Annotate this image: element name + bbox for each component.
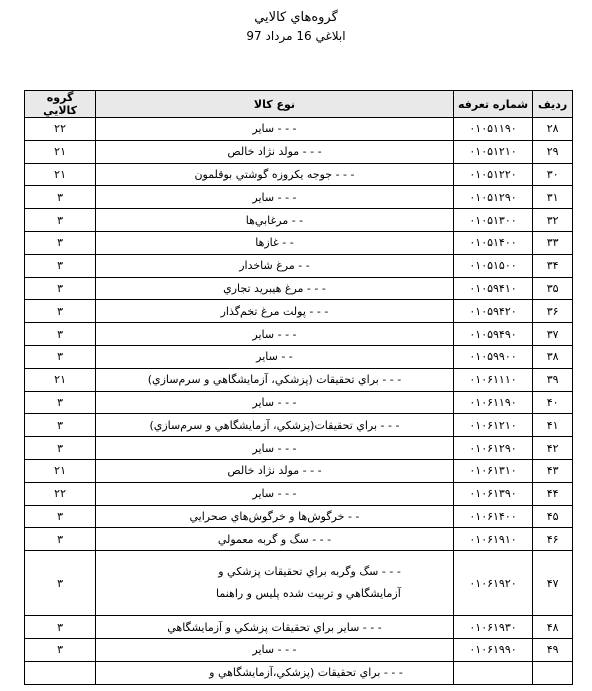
row-code: ۰۱۰۵۱۳۰۰	[453, 209, 532, 232]
row-code: ۰۱۰۶۱۲۱۰	[453, 414, 532, 437]
row-group: ۲۲	[25, 482, 96, 505]
row-group: ۳	[25, 300, 96, 323]
row-group: ۳	[25, 505, 96, 528]
table-row	[25, 118, 573, 141]
row-radif: ۳۸	[533, 345, 573, 368]
column-header-name: نوع كالا	[96, 91, 454, 118]
row-code: ۰۱۰۵۱۲۱۰	[453, 140, 532, 163]
row-group: ۳	[25, 551, 96, 616]
row-group: ۳	[25, 437, 96, 460]
table-row	[25, 231, 573, 254]
row-code: ۰۱۰۶۱۹۳۰	[453, 616, 532, 639]
row-name: - - - ساير	[96, 391, 454, 414]
row-name: - - - براي تحقيقات (پزشكي، آزمايشگاهي و سرم‌سازي)	[96, 368, 454, 391]
row-name: - - مرغ شاخدار	[96, 254, 454, 277]
row-radif: ۳۴	[533, 254, 573, 277]
table-row	[25, 186, 573, 209]
row-group: ۳	[25, 323, 96, 346]
row-radif: ۴۲	[533, 437, 573, 460]
row-name-line1: - - - سگ وگربه براي تحقيقات پزشكي و	[218, 565, 401, 579]
row-radif: ۴۱	[533, 414, 573, 437]
column-header-group: گروه كالايي	[25, 91, 96, 118]
table-row	[25, 391, 573, 414]
row-group: ۳	[25, 277, 96, 300]
row-name: - - - ساير براي تحقيقات پزشكي و آزمايشگاهي	[96, 616, 454, 639]
row-code: ۰۱۰۶۱۱۱۰	[453, 368, 532, 391]
row-code: ۰۱۰۶۱۴۰۰	[453, 505, 532, 528]
row-group: ۳	[25, 254, 96, 277]
row-group: ۳	[25, 231, 96, 254]
row-group: ۳	[25, 186, 96, 209]
table-row	[25, 209, 573, 232]
row-name: - - - جوجه يكروزه گوشتي بوقلمون	[96, 163, 454, 186]
row-code: ۰۱۰۶۱۹۲۰	[453, 551, 532, 616]
table-row	[25, 616, 573, 639]
row-radif: ۴۶	[533, 528, 573, 551]
table-row	[25, 528, 573, 551]
row-group	[25, 661, 96, 684]
goods-group-table	[24, 90, 573, 685]
row-radif: ۳۹	[533, 368, 573, 391]
table-row	[25, 551, 573, 616]
document-header	[0, 8, 592, 46]
row-code: ۰۱۰۶۱۹۹۰	[453, 638, 532, 661]
table-row	[25, 638, 573, 661]
column-header-radif: رديف	[533, 91, 573, 118]
row-name: - - - براي تحقيقات(پزشكي، آزمايشگاهي و سرم‌سازي)	[96, 414, 454, 437]
row-code	[453, 661, 532, 684]
row-group: ۳	[25, 209, 96, 232]
row-code: ۰۱۰۵۱۴۰۰	[453, 231, 532, 254]
row-radif: ۳۳	[533, 231, 573, 254]
table-row	[25, 414, 573, 437]
row-radif: ۳۵	[533, 277, 573, 300]
row-code: ۰۱۰۵۹۹۰۰	[453, 345, 532, 368]
row-radif: ۲۹	[533, 140, 573, 163]
row-code: ۰۱۰۵۹۴۹۰	[453, 323, 532, 346]
row-radif: ۴۴	[533, 482, 573, 505]
row-name: - - - پولت مرغ تخم‌گذار	[96, 300, 454, 323]
table-row	[25, 482, 573, 505]
table-row	[25, 505, 573, 528]
table-row	[25, 277, 573, 300]
row-name-line2: آزمايشگاهي و تربيت شده پليس و راهنما	[215, 587, 401, 601]
row-radif: ۳۰	[533, 163, 573, 186]
row-radif: ۳۲	[533, 209, 573, 232]
row-radif: ۳۱	[533, 186, 573, 209]
row-group: ۳	[25, 414, 96, 437]
row-name: - - - براي تحقيقات (پزشكي،آزمايشگاهي و	[96, 661, 454, 684]
table-row	[25, 459, 573, 482]
row-group: ۲۱	[25, 140, 96, 163]
row-name: - - - ساير	[96, 482, 454, 505]
row-group: ۳	[25, 345, 96, 368]
row-code: ۰۱۰۶۱۱۹۰	[453, 391, 532, 414]
row-name: - - - ساير	[96, 186, 454, 209]
row-group: ۳	[25, 638, 96, 661]
row-group: ۲۱	[25, 459, 96, 482]
row-radif: ۴۸	[533, 616, 573, 639]
table-header-row	[25, 91, 573, 118]
row-radif: ۳۶	[533, 300, 573, 323]
row-name: - - ساير	[96, 345, 454, 368]
row-radif	[533, 661, 573, 684]
table-row	[25, 140, 573, 163]
row-code: ۰۱۰۵۱۲۹۰	[453, 186, 532, 209]
row-radif: ۴۹	[533, 638, 573, 661]
row-name: - - - ساير	[96, 638, 454, 661]
row-radif: ۴۰	[533, 391, 573, 414]
row-name: - - - ساير	[96, 437, 454, 460]
table-row-partial	[25, 661, 573, 684]
row-code: ۰۱۰۵۹۴۱۰	[453, 277, 532, 300]
row-code: ۰۱۰۶۱۳۹۰	[453, 482, 532, 505]
row-code: ۰۱۰۶۱۳۱۰	[453, 459, 532, 482]
row-group: ۲۱	[25, 368, 96, 391]
row-name: - - - مرغ هيبريد تجاري	[96, 277, 454, 300]
document-subtitle: ابلاغي 16 مرداد 97	[246, 29, 346, 43]
row-code: ۰۱۰۵۹۴۲۰	[453, 300, 532, 323]
row-radif: ۴۷	[533, 551, 573, 616]
row-group: ۲۱	[25, 163, 96, 186]
row-name: - - - مولد نژاد خالص	[96, 140, 454, 163]
row-code: ۰۱۰۵۱۵۰۰	[453, 254, 532, 277]
row-name: - - - ساير	[96, 118, 454, 141]
row-name: - - - سگ و گربه معمولي	[96, 528, 454, 551]
column-header-code: شماره تعرفه	[453, 91, 532, 118]
row-group: ۳	[25, 391, 96, 414]
row-name: - - مرغابي‌ها	[96, 209, 454, 232]
table-row	[25, 323, 573, 346]
table-row	[25, 345, 573, 368]
row-code: ۰۱۰۵۱۲۲۰	[453, 163, 532, 186]
row-code: ۰۱۰۶۱۹۱۰	[453, 528, 532, 551]
row-name: - - غازها	[96, 231, 454, 254]
table-row	[25, 368, 573, 391]
row-group: ۳	[25, 616, 96, 639]
table-row	[25, 437, 573, 460]
row-group: ۳	[25, 528, 96, 551]
table-row	[25, 254, 573, 277]
table-body	[25, 118, 573, 685]
row-name: - - خرگوش‌ها و خرگوش‌هاي صحرايي	[96, 505, 454, 528]
row-name: - - - مولد نژاد خالص	[96, 459, 454, 482]
row-radif: ۴۳	[533, 459, 573, 482]
table-row	[25, 300, 573, 323]
row-radif: ۴۵	[533, 505, 573, 528]
table-row	[25, 163, 573, 186]
document-title: گروه‌هاي كالايي	[254, 10, 338, 25]
row-name	[96, 551, 454, 616]
row-code: ۰۱۰۵۱۱۹۰	[453, 118, 532, 141]
row-code: ۰۱۰۶۱۲۹۰	[453, 437, 532, 460]
row-name: - - - ساير	[96, 323, 454, 346]
row-group: ۲۲	[25, 118, 96, 141]
row-radif: ۲۸	[533, 118, 573, 141]
row-radif: ۳۷	[533, 323, 573, 346]
